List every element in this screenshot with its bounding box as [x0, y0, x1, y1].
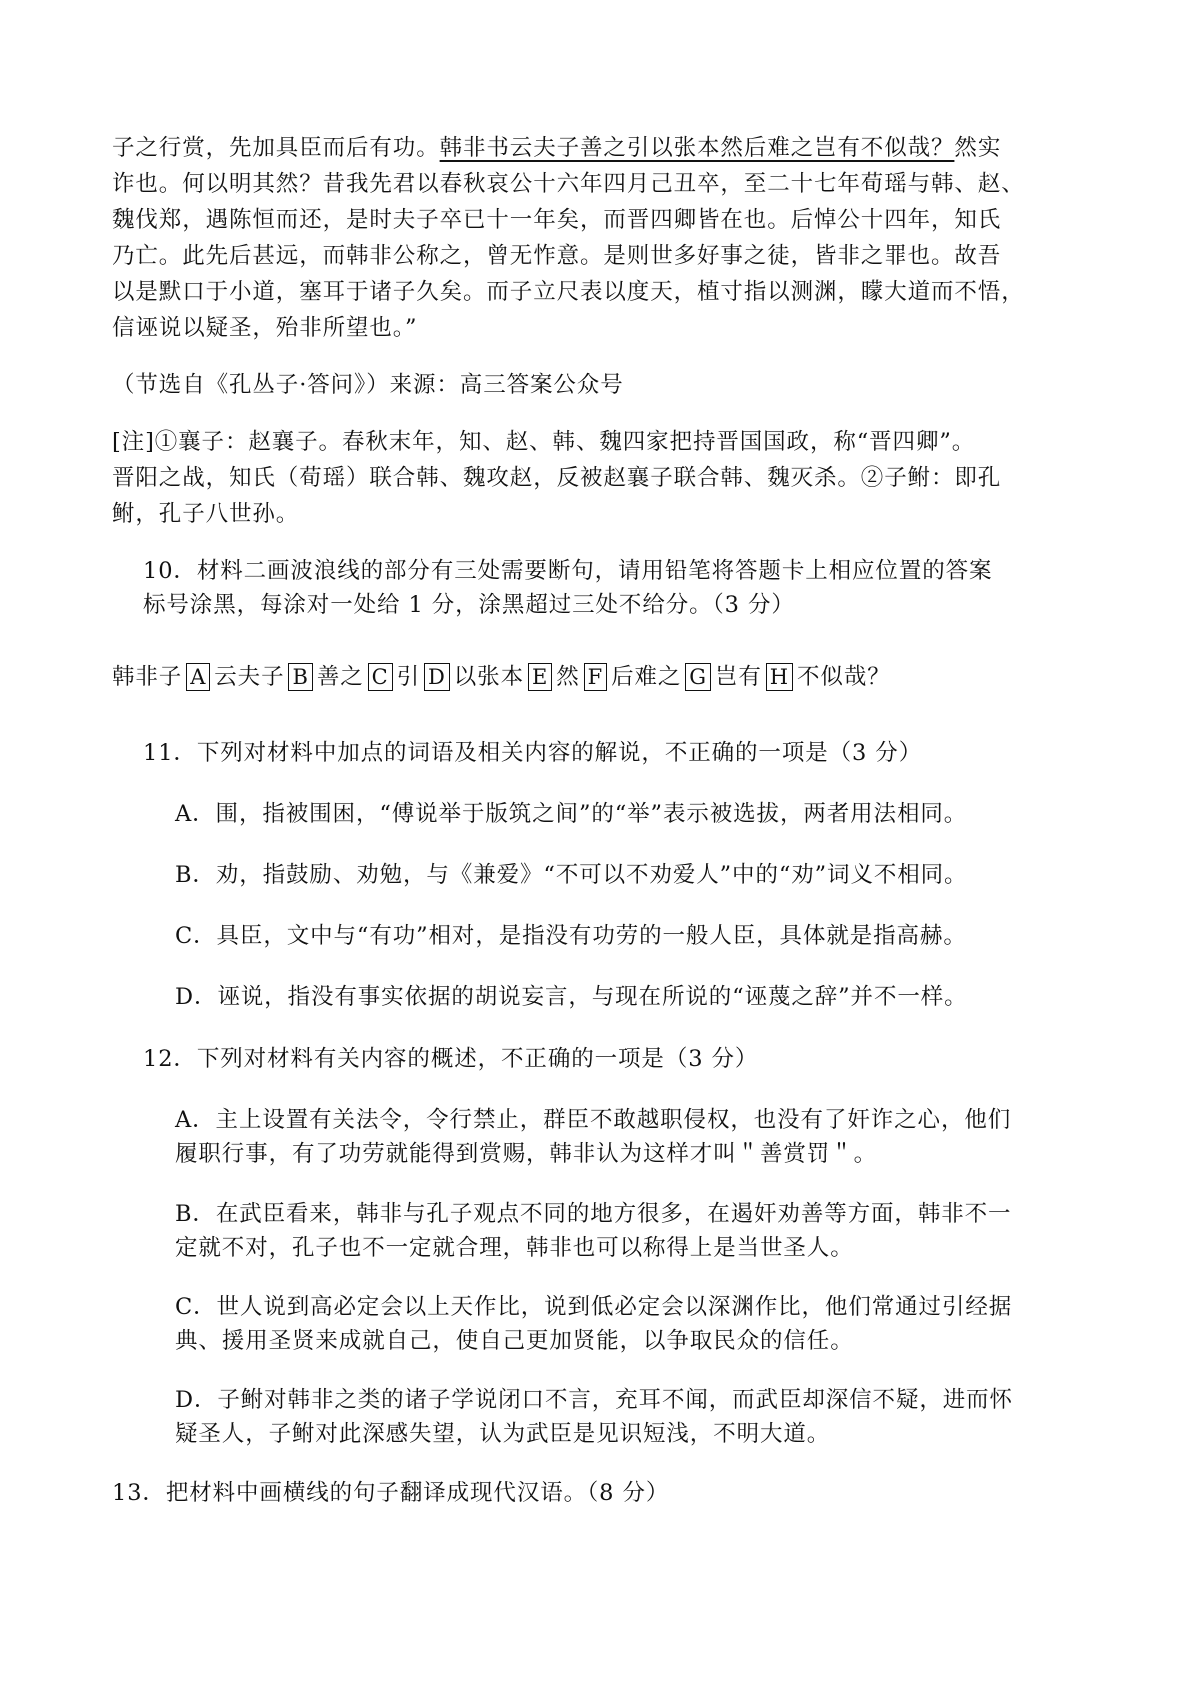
- passage-line-1: [112, 132, 1001, 164]
- answer-box-h[interactable]: H: [766, 663, 793, 691]
- passage-line-2: 诈也。何以明其然？昔我先君以春秋哀公十六年四月己丑卒，至二十七年荀瑶与韩、赵、: [112, 171, 1025, 197]
- q11-option-d: D．诬说，指没有事实依据的胡说妄言，与现在所说的“诬蔑之辞”并不一样。: [175, 984, 968, 1010]
- q12-option-b-line-1: B．在武臣看来，韩非与孔子观点不同的地方很多，在遏奸劝善等方面，韩非不一: [175, 1201, 1012, 1227]
- q10-sentence: [112, 661, 891, 693]
- sentence-segment: 善之: [316, 664, 364, 690]
- q11-option-a: A．围，指被围困，“傅说举于版筑之间”的“举”表示被选拔，两者用法相同。: [175, 801, 968, 827]
- answer-box-b[interactable]: B: [288, 663, 312, 691]
- q11-option-b: B．劝，指鼓励、劝勉，与《兼爱》“不可以不劝爱人”中的“劝”词义不相同。: [175, 862, 968, 888]
- q12-option-b-line-2: 定就不对，孔子也不一定就合理，韩非也可以称得上是当世圣人。: [175, 1235, 854, 1261]
- answer-box-d[interactable]: D: [424, 663, 450, 691]
- q13-stem: 13．把材料中画横线的句子翻译成现代汉语。（8 分）: [112, 1480, 670, 1506]
- passage-line-5: 以是默口于小道，塞耳于诸子久矣。而子立尺表以度天，植寸指以测渊，矇大道而不悟，: [112, 279, 1025, 305]
- q12-option-a-line-2: 履职行事，有了功劳就能得到赏赐，韩非认为这样才叫＂善赏罚＂。: [175, 1141, 878, 1167]
- sentence-segment: 岂有: [714, 664, 762, 690]
- answer-box-g[interactable]: G: [685, 663, 711, 691]
- answer-box-e[interactable]: E: [528, 663, 552, 691]
- sentence-segment: 云夫子: [214, 664, 285, 690]
- sentence-segment: 不似哉？: [797, 664, 891, 690]
- q10-stem-line-1: 10．材料二画波浪线的部分有三处需要断句，请用铅笔将答题卡上相应位置的答案: [143, 558, 993, 584]
- passage-line-3: 魏伐郑，遇陈恒而还，是时夫子卒已十一年矣，而晋四卿皆在也。后悼公十四年，知氏: [112, 207, 1002, 233]
- q12-option-d-line-2: 疑圣人，子鲋对此深感失望，认为武臣是见识短浅，不明大道。: [175, 1421, 831, 1447]
- answer-box-a[interactable]: A: [186, 663, 210, 691]
- note-line-2: 晋阳之战，知氏（荀瑶）联合韩、魏攻赵，反被赵襄子联合韩、魏灭杀。②子鲋：即孔: [112, 465, 1002, 491]
- note-line-1: [注]①襄子：赵襄子。春秋末年，知、赵、韩、魏四家把持晋国国政，称“晋四卿”。: [112, 429, 976, 455]
- q10-stem-line-2: 标号涂黑，每涂对一处给 1 分，涂黑超过三处不给分。（3 分）: [143, 592, 795, 618]
- q12-option-c-line-1: C．世人说到高必定会以上天作比，说到低必定会以深渊作比，他们常通过引经据: [175, 1294, 1013, 1320]
- source-citation: （节选自《孔丛子·答问》）来源：高三答案公众号: [112, 372, 624, 398]
- q11-stem: 11．下列对材料中加点的词语及相关内容的解说，不正确的一项是（3 分）: [143, 740, 923, 766]
- passage-line-4: 乃亡。此先后甚远，而韩非公称之，曾无怍意。是则世多好事之徒，皆非之罪也。故吾: [112, 243, 1002, 269]
- sentence-segment: 然: [556, 664, 580, 690]
- sentence-segment: 后难之: [611, 664, 682, 690]
- note-line-3: 鲋，孔子八世孙。: [112, 501, 300, 527]
- q12-option-d-line-1: D．子鲋对韩非之类的诸子学说闭口不言，充耳不闻，而武臣却深信不疑，进而怀: [175, 1387, 1013, 1413]
- q11-option-c: C．具臣，文中与“有功”相对，是指没有功劳的一般人臣，具体就是指高赫。: [175, 923, 967, 949]
- passage-line-6: 信诬说以疑圣，殆非所望也。”: [112, 315, 418, 341]
- underlined-sentence: 韩非书云夫子善之引以张本然后难之岂有不似哉？: [439, 135, 955, 161]
- sentence-segment: 引: [396, 664, 421, 690]
- answer-box-f[interactable]: F: [584, 663, 607, 691]
- sentence-segment: 韩非子: [112, 664, 183, 690]
- q12-option-c-line-2: 典、援用圣贤来成就自己，使自己更加贤能，以争取民众的信任。: [175, 1328, 854, 1354]
- q12-option-a-line-1: A．主上设置有关法令，令行禁止，群臣不敢越职侵权，也没有了奸诈之心，他们: [175, 1107, 1012, 1133]
- answer-box-c[interactable]: C: [368, 663, 393, 691]
- passage-text: 然实: [954, 135, 1002, 161]
- passage-text: 子之行赏，先加具臣而后有功。: [112, 135, 440, 161]
- sentence-segment: 以张本: [453, 664, 524, 690]
- q12-stem: 12．下列对材料有关内容的概述，不正确的一项是（3 分）: [143, 1046, 759, 1072]
